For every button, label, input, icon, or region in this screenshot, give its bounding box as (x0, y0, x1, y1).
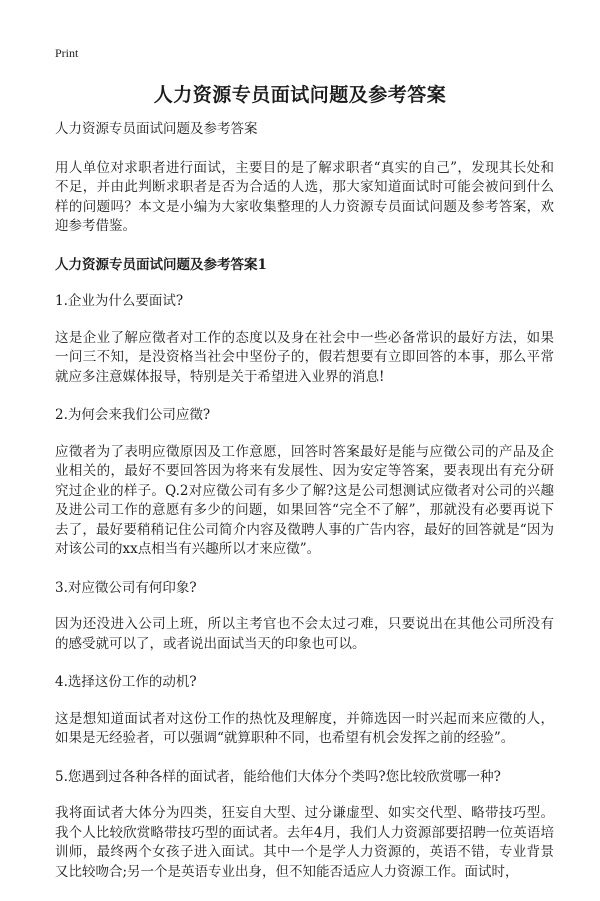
answer-1: 这是企业了解应徵者对工作的态度以及身在社会中一些必备常识的最好方法，如果一问三不知，是没资格当社会中坚份子的，假若想要有立即回答的本事，那么平常就应多注意媒体报导，特别是关于希望进入业界的消息! (55, 329, 554, 385)
section-heading: 人力资源专员面试问题及参考答案1 (55, 256, 267, 273)
answer-2: 应徵者为了表明应徵原因及工作意愿，回答时答案最好是能与应徵公司的产品及企业相关的，最好不要回答因为将来有发展性、因为安定等答案，要表现出有充分研究过企业的样子。Q.2对应徵公司有多少了解?这是公司想测试应徵者对公司的兴趣及进公司工作的意愿有多少的问题，如果回答“完全不了解”，那就没有必要再说下去了，最好要稍稍记住公司简介内容及徵聘人事的广告内容，最好的回答就是“因为对该公司的xx点相当有兴趣所以才来应徵”。 (55, 443, 554, 557)
answer-5: 我将面试者大体分为四类，狂妄自大型、过分谦虚型、如实交代型、略带技巧型。我个人比较欣赏略带技巧型的面试者。去年4月，我们人力资源部要招聘一位英语培训师，最终两个女孩子进入面试。其中一个是学人力资源的，英语不错，专业背景又比较吻合;另一个是英语专业出身，但不知能否适应人力资源工作。面试时， (55, 805, 554, 880)
intro-paragraph: 用人单位对求职者进行面试，主要目的是了解求职者“真实的自己”，发现其长处和不足，并由此判断求职者是否为合适的人选，那大家知道面试时可能会被问到什么样的问题吗？本文是小编为大家收集整理的人力资源专员面试问题及参考答案，欢迎参考借鉴。 (55, 159, 554, 234)
document-body (55, 120, 554, 901)
question-4: 4.选择这份工作的动机? (55, 674, 197, 690)
question-2: 2.为何会来我们公司应徵? (55, 407, 211, 423)
answer-3: 因为还没进入公司上班，所以主考官也不会太过刁难，只要说出在其他公司所没有的感受就可以了，或者说出面试当天的印象也可以。 (55, 616, 554, 652)
question-3: 3.对应徵公司有何印象? (55, 579, 197, 596)
document-subtitle: 人力资源专员面试问题及参考答案 (55, 121, 258, 137)
question-5: 5.您遇到过各种各样的面试者，能给他们大体分个类吗?您比较欣赏哪一种? (55, 768, 501, 785)
question-1: 1.企业为什么要面试? (55, 293, 184, 309)
answer-4: 这是想知道面试者对这份工作的热忱及理解度，并筛选因一时兴起而来应徵的人，如果是无经验者，可以强调“就算职种不同，也希望有机会发挥之前的经验”。 (55, 710, 554, 746)
print-link[interactable]: Print (55, 46, 79, 60)
page-title: 人力资源专员面试问题及参考答案 (153, 84, 447, 106)
